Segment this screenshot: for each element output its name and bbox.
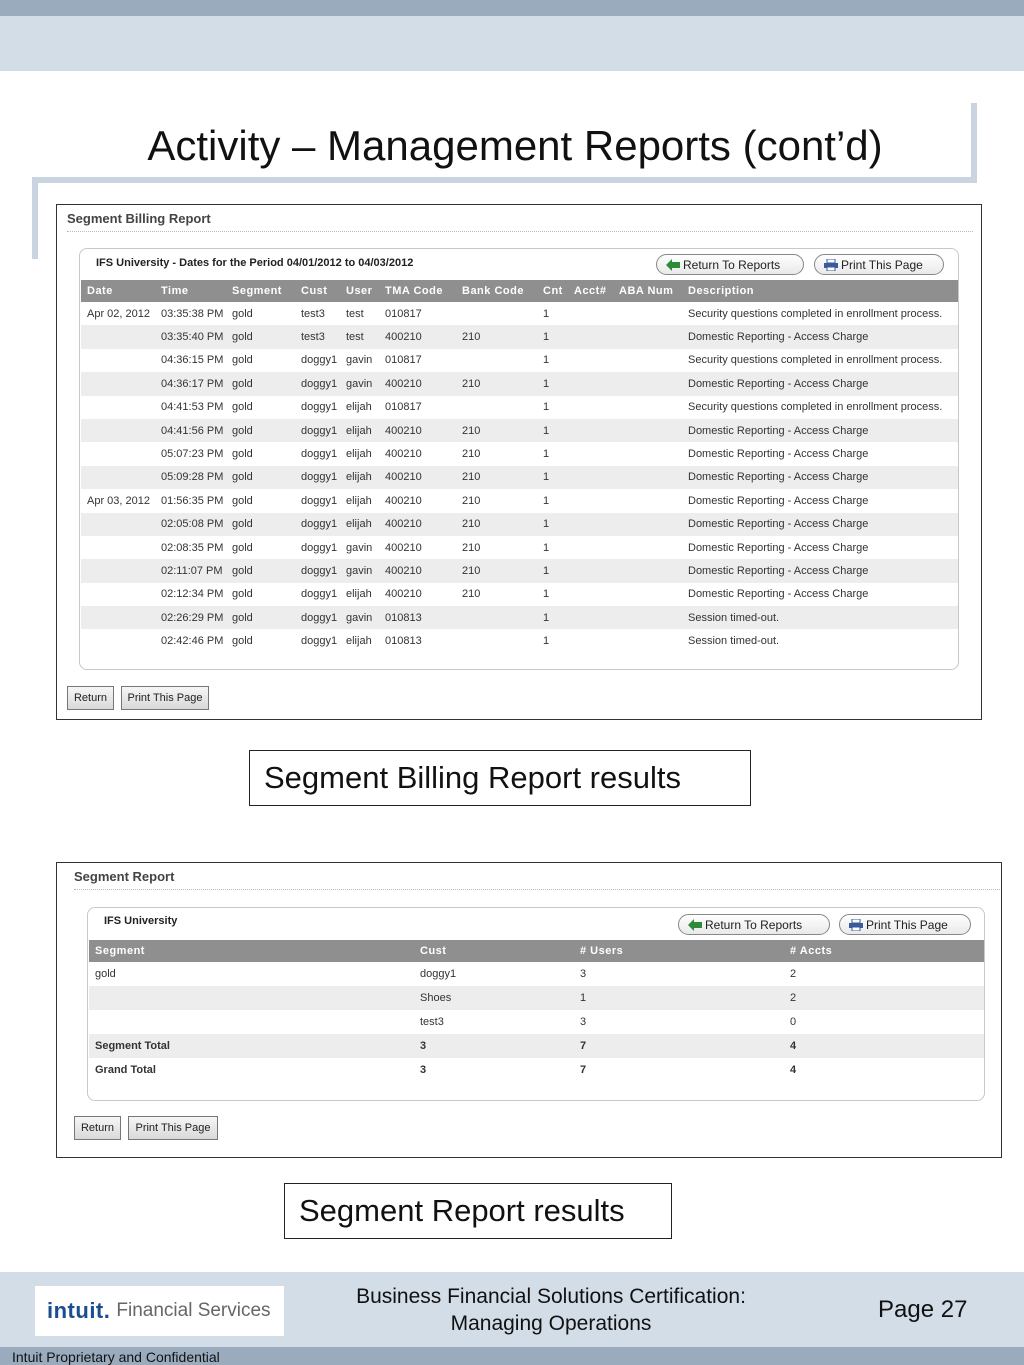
table-cell: [89, 986, 414, 1010]
table-cell: 400210: [385, 494, 422, 507]
top-band-light: [0, 16, 1024, 71]
table-cell: elijah: [340, 466, 379, 489]
table-cell: [568, 325, 613, 348]
table-cell: Session timed-out.: [688, 635, 780, 648]
table-cell: [568, 466, 613, 489]
table-cell: 1: [543, 494, 550, 507]
table-cell: 210: [462, 541, 481, 554]
table-cell: [613, 442, 682, 465]
table-cell: 3: [580, 1016, 587, 1028]
table-cell: 010817: [385, 401, 422, 414]
intuit-logo: [35, 1286, 284, 1336]
table-cell: elijah: [346, 588, 372, 601]
table-cell: [81, 442, 155, 465]
return-to-reports-label: Return To Reports: [683, 257, 781, 272]
table-cell: 4: [790, 1064, 797, 1076]
table-cell: Domestic Reporting - Access Charge: [682, 559, 958, 582]
title-frame-bottom: [32, 177, 977, 183]
table-cell: gold: [226, 559, 295, 582]
panel-divider: [67, 231, 973, 232]
footer-line-1: Business Financial Solutions Certification:: [356, 1285, 746, 1308]
table-cell: Domestic Reporting - Access Charge: [688, 588, 869, 601]
table-cell: 400210: [385, 588, 422, 601]
table-cell: elijah: [346, 448, 372, 461]
report-subtitle: IFS University - Dates for the Period 04/01/2012 to 04/03/2012: [96, 257, 414, 269]
column-header: Acct#: [568, 280, 613, 302]
table-cell: test: [340, 325, 379, 348]
return-to-reports-button[interactable]: [656, 254, 804, 275]
table-cell: [613, 466, 682, 489]
table-cell: 400210: [379, 372, 456, 395]
table-row: [81, 629, 958, 652]
table-cell: Segment Total: [89, 1034, 414, 1058]
table-cell: 7: [574, 1034, 784, 1058]
table-cell: [568, 442, 613, 465]
table-cell: gold: [232, 401, 253, 414]
table-cell: [81, 325, 155, 348]
table-cell: Domestic Reporting - Access Charge: [682, 372, 958, 395]
table-cell: [568, 349, 613, 372]
column-header: Description: [682, 280, 958, 302]
table-cell: gold: [95, 968, 116, 980]
table-cell: [568, 489, 613, 512]
table-cell: [568, 372, 613, 395]
return-button[interactable]: Return: [74, 1116, 121, 1140]
table-cell: 1: [574, 986, 784, 1010]
print-this-page-label: Print This Page: [866, 917, 948, 932]
table-cell: [568, 302, 613, 325]
print-this-page-label: Print This Page: [841, 257, 923, 272]
table-cell: 02:11:07 PM: [155, 559, 226, 582]
logo-subtitle: Financial Services: [116, 1300, 271, 1321]
title-frame-left: [32, 177, 38, 259]
table-cell: elijah: [346, 494, 372, 507]
table-cell: [456, 629, 537, 652]
table-cell: 010813: [379, 606, 456, 629]
table-cell: doggy1: [295, 419, 340, 442]
table-cell: doggy1: [301, 401, 338, 414]
table-row: [89, 1058, 984, 1082]
report-box: [87, 907, 985, 1101]
table-cell: test3: [420, 1016, 444, 1028]
table-cell: gold: [226, 606, 295, 629]
table-cell: [81, 536, 155, 559]
page-number: Page 27: [878, 1296, 968, 1323]
printer-icon: [849, 919, 863, 931]
table-cell: 210: [462, 448, 481, 461]
table-cell: [613, 629, 682, 652]
table-cell: gold: [232, 307, 253, 320]
table-cell: [613, 396, 682, 419]
table-cell: [568, 606, 613, 629]
table-cell: 1: [543, 448, 550, 461]
table-row: [81, 419, 958, 442]
table-cell: gold: [226, 372, 295, 395]
table-cell: Domestic Reporting - Access Charge: [682, 325, 958, 348]
table-cell: [613, 372, 682, 395]
table-row: [81, 349, 958, 372]
column-header: Segment: [89, 940, 414, 962]
table-row: [81, 442, 958, 465]
table-cell: [81, 419, 155, 442]
table-row: [81, 325, 958, 348]
table-cell: Domestic Reporting - Access Charge: [682, 466, 958, 489]
column-header: # Accts: [784, 940, 984, 962]
table-row: [81, 583, 958, 606]
table-cell: 210: [456, 559, 537, 582]
table-cell: gold: [226, 325, 295, 348]
table-cell: 400210: [379, 419, 456, 442]
table-cell: 210: [456, 419, 537, 442]
table-cell: Session timed-out.: [682, 606, 958, 629]
table-cell: Security questions completed in enrollment process.: [688, 401, 943, 414]
table-cell: 400210: [379, 325, 456, 348]
table-cell: doggy1: [301, 541, 338, 554]
table-cell: 02:12:34 PM: [161, 588, 224, 601]
print-this-page-pill-button[interactable]: [814, 254, 944, 275]
segment-billing-report-caption: Segment Billing Report results: [249, 750, 751, 806]
table-cell: gold: [226, 466, 295, 489]
return-to-reports-label: Return To Reports: [705, 917, 803, 932]
table-cell: Apr 03, 2012: [87, 494, 150, 507]
table-cell: doggy1: [420, 968, 457, 980]
table-cell: [81, 606, 155, 629]
table-cell: 1: [543, 401, 550, 414]
column-header: Bank Code: [456, 280, 537, 302]
table-cell: 010817: [385, 354, 422, 367]
column-header: # Users: [574, 940, 784, 962]
panel-divider: [74, 889, 1000, 890]
table-cell: Domestic Reporting - Access Charge: [682, 419, 958, 442]
table-cell: 01:56:35 PM: [161, 494, 224, 507]
column-header: TMA Code: [379, 280, 456, 302]
table-cell: [456, 396, 537, 419]
table-cell: 05:09:28 PM: [155, 466, 226, 489]
table-cell: 04:36:17 PM: [155, 372, 226, 395]
table-cell: Apr 02, 2012: [87, 307, 150, 320]
column-header: Cust: [295, 280, 340, 302]
table-cell: [568, 559, 613, 582]
table-cell: 1: [537, 325, 568, 348]
table-cell: 02:26:29 PM: [155, 606, 226, 629]
table-cell: doggy1: [301, 448, 338, 461]
table-cell: Domestic Reporting - Access Charge: [682, 513, 958, 536]
table-cell: [81, 396, 155, 419]
table-cell: 1: [543, 307, 550, 320]
table-cell: [568, 419, 613, 442]
table-row: [81, 559, 958, 582]
table-cell: elijah: [346, 635, 372, 648]
table-cell: 4: [784, 1034, 984, 1058]
column-header: Segment: [226, 280, 295, 302]
table-cell: gavin: [340, 606, 379, 629]
table-cell: 03:35:40 PM: [155, 325, 226, 348]
table-cell: 210: [462, 494, 481, 507]
table-row: [81, 372, 958, 395]
table-cell: [568, 583, 613, 606]
table-cell: gavin: [340, 559, 379, 582]
column-header: Cnt: [537, 280, 568, 302]
table-cell: 02:42:46 PM: [161, 635, 224, 648]
table-cell: [568, 396, 613, 419]
table-cell: doggy1: [295, 513, 340, 536]
table-cell: Domestic Reporting - Access Charge: [688, 448, 869, 461]
table-row: [81, 396, 958, 419]
return-button[interactable]: Return: [67, 686, 114, 710]
table-cell: 03:35:38 PM: [161, 307, 224, 320]
segment-report-panel: [56, 862, 1002, 1158]
table-cell: Domestic Reporting - Access Charge: [688, 541, 869, 554]
table-cell: elijah: [340, 419, 379, 442]
table-cell: 400210: [379, 513, 456, 536]
table-cell: [568, 536, 613, 559]
table-cell: [456, 349, 537, 372]
table-cell: [613, 419, 682, 442]
table-cell: [613, 583, 682, 606]
title-frame-right: [971, 103, 977, 183]
table-row: [89, 986, 984, 1010]
table-row: [89, 1034, 984, 1058]
return-to-reports-button[interactable]: [678, 914, 830, 935]
table-cell: gold: [232, 494, 253, 507]
table-cell: [613, 559, 682, 582]
table-cell: doggy1: [295, 559, 340, 582]
table-cell: 210: [456, 513, 537, 536]
column-header: Cust: [414, 940, 574, 962]
table-cell: [81, 513, 155, 536]
table-cell: 3: [414, 1034, 574, 1058]
table-cell: 1: [537, 559, 568, 582]
table-cell: [81, 349, 155, 372]
table-cell: 04:41:56 PM: [155, 419, 226, 442]
table-cell: 400210: [379, 559, 456, 582]
table-row: [81, 606, 958, 629]
table-cell: 1: [537, 372, 568, 395]
table-cell: [81, 629, 155, 652]
table-cell: 210: [456, 325, 537, 348]
logo-brand: intuit.: [47, 1298, 111, 1323]
table-cell: 210: [456, 466, 537, 489]
table-cell: gold: [232, 588, 253, 601]
table-cell: [613, 325, 682, 348]
green-left-arrow-icon: [688, 919, 702, 931]
table-cell: 0: [790, 1016, 797, 1028]
table-cell: 05:07:23 PM: [161, 448, 224, 461]
table-cell: [613, 606, 682, 629]
table-cell: 3: [580, 968, 587, 980]
table-cell: 210: [462, 588, 481, 601]
table-cell: doggy1: [301, 588, 338, 601]
table-cell: gavin: [346, 354, 373, 367]
table-cell: [613, 489, 682, 512]
segment-results-table: [89, 940, 984, 1082]
table-cell: gavin: [346, 541, 373, 554]
table-cell: [89, 1010, 414, 1034]
table-cell: elijah: [346, 401, 372, 414]
report-box: [79, 248, 959, 670]
table-cell: [613, 302, 682, 325]
table-row: [81, 536, 958, 559]
table-cell: Security questions completed in enrollment process.: [688, 354, 943, 367]
slide-title: Activity – Management Reports (cont’d): [147, 122, 883, 169]
table-cell: doggy1: [301, 354, 338, 367]
table-cell: gavin: [340, 372, 379, 395]
table-cell: [613, 536, 682, 559]
panel-title: Segment Report: [74, 869, 175, 884]
table-cell: doggy1: [301, 494, 338, 507]
table-cell: gold: [226, 513, 295, 536]
green-left-arrow-icon: [666, 259, 680, 271]
table-cell: 400210: [385, 541, 422, 554]
table-cell: 1: [537, 606, 568, 629]
table-cell: gold: [232, 541, 253, 554]
table-row: [81, 489, 958, 512]
table-cell: Domestic Reporting - Access Charge: [688, 494, 869, 507]
footer-line-2: Managing Operations: [450, 1312, 652, 1335]
billing-results-table: [81, 280, 958, 653]
table-row: [89, 1010, 984, 1034]
table-cell: doggy1: [295, 466, 340, 489]
top-band: [0, 0, 1024, 16]
column-header: User: [340, 280, 379, 302]
table-cell: 3: [420, 1064, 427, 1076]
table-cell: [81, 466, 155, 489]
table-cell: 210: [456, 372, 537, 395]
table-cell: [81, 372, 155, 395]
table-cell: [613, 513, 682, 536]
table-cell: 010813: [385, 635, 422, 648]
table-cell: gold: [226, 419, 295, 442]
table-row: [81, 302, 958, 325]
table-cell: 1: [543, 588, 550, 601]
table-cell: 1: [543, 541, 550, 554]
table-cell: 400210: [379, 466, 456, 489]
table-cell: doggy1: [295, 606, 340, 629]
footer-course-title: [330, 1283, 772, 1337]
table-cell: gold: [232, 635, 253, 648]
segment-billing-report-panel: [56, 204, 982, 720]
table-cell: 04:41:53 PM: [161, 401, 224, 414]
table-cell: elijah: [340, 513, 379, 536]
confidential-notice: Intuit Proprietary and Confidential: [12, 1349, 220, 1365]
report-subtitle: IFS University: [104, 915, 178, 927]
table-cell: gold: [232, 354, 253, 367]
table-cell: 02:05:08 PM: [155, 513, 226, 536]
table-cell: test: [346, 307, 364, 320]
table-cell: [613, 349, 682, 372]
table-cell: [568, 629, 613, 652]
column-header: ABA Num: [613, 280, 682, 302]
print-this-page-button[interactable]: Print This Page: [128, 1116, 218, 1140]
column-header: Time: [155, 280, 226, 302]
column-header: Date: [81, 280, 155, 302]
print-this-page-button[interactable]: Print This Page: [121, 686, 209, 710]
panel-title: Segment Billing Report: [67, 211, 211, 226]
table-cell: 2: [790, 968, 797, 980]
table-cell: doggy1: [301, 635, 338, 648]
table-cell: [81, 559, 155, 582]
table-cell: 2: [784, 986, 984, 1010]
table-cell: 1: [543, 635, 550, 648]
table-cell: test3: [301, 307, 325, 320]
table-cell: 010817: [385, 307, 422, 320]
segment-report-caption: Segment Report results: [284, 1183, 672, 1239]
table-cell: test3: [295, 325, 340, 348]
table-cell: Shoes: [414, 986, 574, 1010]
table-cell: 1: [543, 354, 550, 367]
table-cell: 1: [537, 513, 568, 536]
table-row: [81, 513, 958, 536]
table-cell: doggy1: [295, 372, 340, 395]
table-cell: 400210: [385, 448, 422, 461]
table-cell: gold: [232, 448, 253, 461]
table-row: [81, 466, 958, 489]
table-cell: 1: [537, 466, 568, 489]
table-cell: [456, 302, 537, 325]
table-cell: Security questions completed in enrollment process.: [688, 307, 943, 320]
table-cell: Grand Total: [95, 1064, 156, 1076]
table-cell: 1: [537, 419, 568, 442]
table-cell: 02:08:35 PM: [161, 541, 224, 554]
table-row: [89, 962, 984, 986]
printer-icon: [824, 259, 838, 271]
table-cell: [81, 583, 155, 606]
table-cell: 7: [580, 1064, 587, 1076]
table-cell: [568, 513, 613, 536]
table-cell: 04:36:15 PM: [161, 354, 224, 367]
table-cell: [456, 606, 537, 629]
print-this-page-pill-button[interactable]: [839, 914, 971, 935]
